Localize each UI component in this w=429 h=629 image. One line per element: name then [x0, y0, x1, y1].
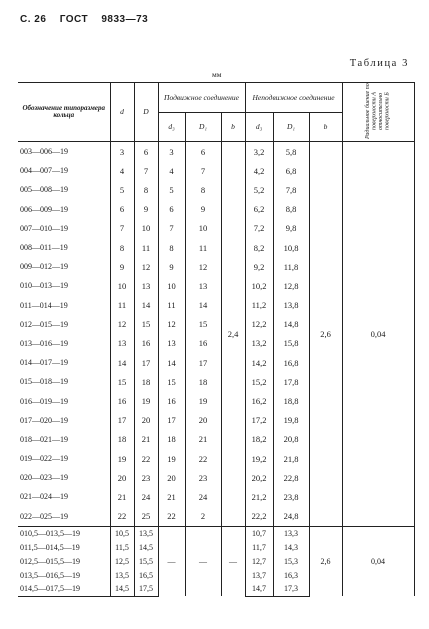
cell-d3-moving: 5	[158, 180, 185, 199]
cell-d3-fixed: 12,2	[245, 315, 273, 334]
cell-D1-fixed: 9,8	[273, 219, 309, 238]
cell-d3-moving: 19	[158, 449, 185, 468]
cell-d: 3	[110, 142, 134, 162]
cell-designation: 014—017—19	[18, 353, 110, 372]
cell-d3-moving: 21	[158, 487, 185, 506]
cell-D: 25	[134, 507, 158, 527]
cell-d3-moving: 7	[158, 219, 185, 238]
cell-d3-moving: 10	[158, 276, 185, 295]
cell-designation: 012,5—015,5—19	[18, 554, 110, 568]
cell-D: 14	[134, 296, 158, 315]
header-b-moving: b	[221, 113, 245, 142]
cell-designation: 021—024—19	[18, 487, 110, 506]
cell-D1-fixed: 18,8	[273, 391, 309, 410]
cell-D1-fixed: 10,8	[273, 238, 309, 257]
cell-D1-moving: 12	[185, 257, 221, 276]
cell-d: 10	[110, 276, 134, 295]
cell-D1-moving: 21	[185, 430, 221, 449]
cell-d: 12,5	[110, 554, 134, 568]
cell-D1-fixed: 17,3	[273, 582, 309, 596]
standard-number: 9833—73	[101, 14, 149, 25]
cell-d3-fixed: 14,2	[245, 353, 273, 372]
cell-D: 15	[134, 315, 158, 334]
cell-d3-fixed: 13,7	[245, 568, 273, 582]
cell-D1-moving: 7	[185, 161, 221, 180]
cell-d: 11,5	[110, 541, 134, 555]
cell-D: 19	[134, 391, 158, 410]
cell-D1-fixed: 19,8	[273, 411, 309, 430]
cell-d3-fixed: 14,7	[245, 582, 273, 596]
header-d: d	[110, 83, 134, 142]
cell-d: 14	[110, 353, 134, 372]
page-number: С. 26	[20, 14, 47, 25]
cell-tolerance: 0,04	[342, 142, 414, 527]
cell-D1-fixed: 21,8	[273, 449, 309, 468]
cell-designation: 006—009—19	[18, 200, 110, 219]
cell-designation: 007—010—19	[18, 219, 110, 238]
cell-d3-moving: 13	[158, 334, 185, 353]
cell-D1-fixed: 20,8	[273, 430, 309, 449]
cell-designation: 016—019—19	[18, 391, 110, 410]
cell-D1-fixed: 15,8	[273, 334, 309, 353]
cell-designation: 019—022—19	[18, 449, 110, 468]
cell-d3-fixed: 6,2	[245, 200, 273, 219]
cell-D1-moving: 18	[185, 372, 221, 391]
cell-d: 18	[110, 430, 134, 449]
header-tolerance: Радиальное биение по поверхности A относительно поверхности Б	[342, 83, 414, 142]
cell-d: 11	[110, 296, 134, 315]
cell-d3-fixed: 22,2	[245, 507, 273, 527]
cell-d: 19	[110, 449, 134, 468]
cell-D1-moving: 6	[185, 142, 221, 162]
cell-d3-fixed: 5,2	[245, 180, 273, 199]
header-moving-group: Подвижное соединение	[158, 83, 245, 113]
table-body	[18, 142, 414, 597]
table-header	[18, 83, 414, 142]
header-D: D	[134, 83, 158, 142]
cell-designation: 012—015—19	[18, 315, 110, 334]
cell-d3-fixed: 15,2	[245, 372, 273, 391]
cell-D: 24	[134, 487, 158, 506]
cell-d3-fixed: 10,7	[245, 526, 273, 540]
cell-D1-moving: 22	[185, 449, 221, 468]
header-D1-fixed: D₁	[273, 113, 309, 142]
cell-d: 13	[110, 334, 134, 353]
page-header	[20, 14, 158, 25]
cell-d: 7	[110, 219, 134, 238]
cell-d3-moving: 17	[158, 411, 185, 430]
cell-d3-fixed: 13,2	[245, 334, 273, 353]
cell-d: 8	[110, 238, 134, 257]
cell-D1-fixed: 24,8	[273, 507, 309, 527]
cell-D: 12	[134, 257, 158, 276]
cell-designation: 017—020—19	[18, 411, 110, 430]
cell-D: 6	[134, 142, 158, 162]
cell-D1-moving: 14	[185, 296, 221, 315]
cell-D: 17	[134, 353, 158, 372]
cell-D1-moving: 11	[185, 238, 221, 257]
cell-d3-fixed: 21,2	[245, 487, 273, 506]
cell-D1-moving: 17	[185, 353, 221, 372]
cell-d3-moving: 6	[158, 200, 185, 219]
cell-d3-fixed: 7,2	[245, 219, 273, 238]
cell-D1-fixed: 5,8	[273, 142, 309, 162]
cell-designation: 018—021—19	[18, 430, 110, 449]
cell-designation: 022—025—19	[18, 507, 110, 527]
cell-d3-fixed: 3,2	[245, 142, 273, 162]
cell-D1-moving: 23	[185, 468, 221, 487]
cell-d3-fixed: 16,2	[245, 391, 273, 410]
cell-designation: 010—013—19	[18, 276, 110, 295]
cell-D1-moving: 24	[185, 487, 221, 506]
cell-designation: 010,5—013,5—19	[18, 526, 110, 540]
cell-D: 20	[134, 411, 158, 430]
cell-b-moving: 2,4	[221, 142, 245, 527]
header-fixed-group: Неподвижное соединение	[245, 83, 342, 113]
cell-d: 16	[110, 391, 134, 410]
cell-d: 4	[110, 161, 134, 180]
cell-D1-fixed: 16,3	[273, 568, 309, 582]
cell-d: 15	[110, 372, 134, 391]
cell-D: 21	[134, 430, 158, 449]
cell-D: 9	[134, 200, 158, 219]
cell-D1-fixed: 12,8	[273, 276, 309, 295]
cell-d3-moving: 3	[158, 142, 185, 162]
cell-D: 11	[134, 238, 158, 257]
cell-d3-moving: 11	[158, 296, 185, 315]
cell-d: 9	[110, 257, 134, 276]
cell-tolerance: 0,04	[342, 526, 414, 596]
cell-b-fixed: 2,6	[309, 526, 342, 596]
cell-D: 14,5	[134, 541, 158, 555]
cell-D1-fixed: 14,3	[273, 541, 309, 555]
header-designation: Обозначение типоразмера кольца	[18, 83, 110, 142]
cell-designation: 008—011—19	[18, 238, 110, 257]
cell-D1-moving: 19	[185, 391, 221, 410]
cell-D: 8	[134, 180, 158, 199]
cell-d3-fixed: 12,7	[245, 554, 273, 568]
cell-D: 13,5	[134, 526, 158, 540]
cell-D1-fixed: 8,8	[273, 200, 309, 219]
header-d3-fixed: d₃	[245, 113, 273, 142]
cell-designation: 013—016—19	[18, 334, 110, 353]
header-d3-moving: d₃	[158, 113, 185, 142]
cell-D: 22	[134, 449, 158, 468]
cell-d3-fixed: 9,2	[245, 257, 273, 276]
cell-b-fixed: 2,6	[309, 142, 342, 527]
cell-D: 7	[134, 161, 158, 180]
cell-d: 6	[110, 200, 134, 219]
cell-d: 21	[110, 487, 134, 506]
table-row	[18, 142, 414, 162]
cell-b-moving: —	[221, 526, 245, 596]
cell-d3-moving: 20	[158, 468, 185, 487]
cell-D: 15,5	[134, 554, 158, 568]
cell-designation: 004—007—19	[18, 161, 110, 180]
cell-d3-moving: —	[158, 526, 185, 596]
cell-D1-fixed: 13,8	[273, 296, 309, 315]
cell-d3-moving: 8	[158, 238, 185, 257]
cell-d: 13,5	[110, 568, 134, 582]
cell-D1-moving: 8	[185, 180, 221, 199]
cell-d: 14,5	[110, 582, 134, 596]
cell-d: 10,5	[110, 526, 134, 540]
dimensions-table	[18, 82, 415, 597]
cell-designation: 009—012—19	[18, 257, 110, 276]
cell-D1-fixed: 11,8	[273, 257, 309, 276]
cell-designation: 005—008—19	[18, 180, 110, 199]
cell-D: 16,5	[134, 568, 158, 582]
cell-D1-fixed: 6,8	[273, 161, 309, 180]
cell-d3-moving: 18	[158, 430, 185, 449]
cell-D1-fixed: 17,8	[273, 372, 309, 391]
cell-d3-moving: 15	[158, 372, 185, 391]
cell-D: 18	[134, 372, 158, 391]
cell-designation: 003—006—19	[18, 142, 110, 162]
cell-designation: 015—018—19	[18, 372, 110, 391]
cell-d3-moving: 16	[158, 391, 185, 410]
cell-d: 12	[110, 315, 134, 334]
cell-d3-moving: 12	[158, 315, 185, 334]
cell-d3-fixed: 18,2	[245, 430, 273, 449]
cell-D1-moving: 2	[185, 507, 221, 527]
cell-d3-fixed: 4,2	[245, 161, 273, 180]
cell-D1-moving: 15	[185, 315, 221, 334]
table-caption: Таблица 3	[349, 58, 409, 69]
cell-d3-fixed: 10,2	[245, 276, 273, 295]
cell-designation: 011,5—014,5—19	[18, 541, 110, 555]
cell-designation: 014,5—017,5—19	[18, 582, 110, 596]
cell-d3-moving: 22	[158, 507, 185, 527]
cell-d3-fixed: 8,2	[245, 238, 273, 257]
cell-D: 17,5	[134, 582, 158, 596]
cell-d: 20	[110, 468, 134, 487]
cell-D1-fixed: 14,8	[273, 315, 309, 334]
cell-D1-fixed: 16,8	[273, 353, 309, 372]
cell-D1-moving: 13	[185, 276, 221, 295]
cell-d3-fixed: 11,2	[245, 296, 273, 315]
header-b-fixed: b	[309, 113, 342, 142]
header-D1-moving: D₁	[185, 113, 221, 142]
cell-D1-moving: 9	[185, 200, 221, 219]
cell-d3-fixed: 19,2	[245, 449, 273, 468]
cell-d: 5	[110, 180, 134, 199]
cell-d3-fixed: 11,7	[245, 541, 273, 555]
cell-d: 17	[110, 411, 134, 430]
cell-D: 16	[134, 334, 158, 353]
cell-d3-moving: 9	[158, 257, 185, 276]
table-row	[18, 526, 414, 540]
cell-D1-moving: 10	[185, 219, 221, 238]
cell-d3-fixed: 17,2	[245, 411, 273, 430]
cell-designation: 011—014—19	[18, 296, 110, 315]
table-units: мм	[212, 70, 222, 79]
cell-d: 22	[110, 507, 134, 527]
cell-D: 10	[134, 219, 158, 238]
cell-designation: 020—023—19	[18, 468, 110, 487]
cell-D1-moving: —	[185, 526, 221, 596]
cell-D1-fixed: 7,8	[273, 180, 309, 199]
cell-D1-moving: 16	[185, 334, 221, 353]
cell-D1-fixed: 15,3	[273, 554, 309, 568]
cell-D: 23	[134, 468, 158, 487]
cell-designation: 013,5—016,5—19	[18, 568, 110, 582]
standard-label: ГОСТ	[59, 14, 89, 25]
cell-D1-fixed: 22,8	[273, 468, 309, 487]
cell-D1-fixed: 13,3	[273, 526, 309, 540]
cell-d3-moving: 4	[158, 161, 185, 180]
cell-D1-fixed: 23,8	[273, 487, 309, 506]
cell-D: 13	[134, 276, 158, 295]
cell-D1-moving: 20	[185, 411, 221, 430]
cell-d3-fixed: 20,2	[245, 468, 273, 487]
cell-d3-moving: 14	[158, 353, 185, 372]
